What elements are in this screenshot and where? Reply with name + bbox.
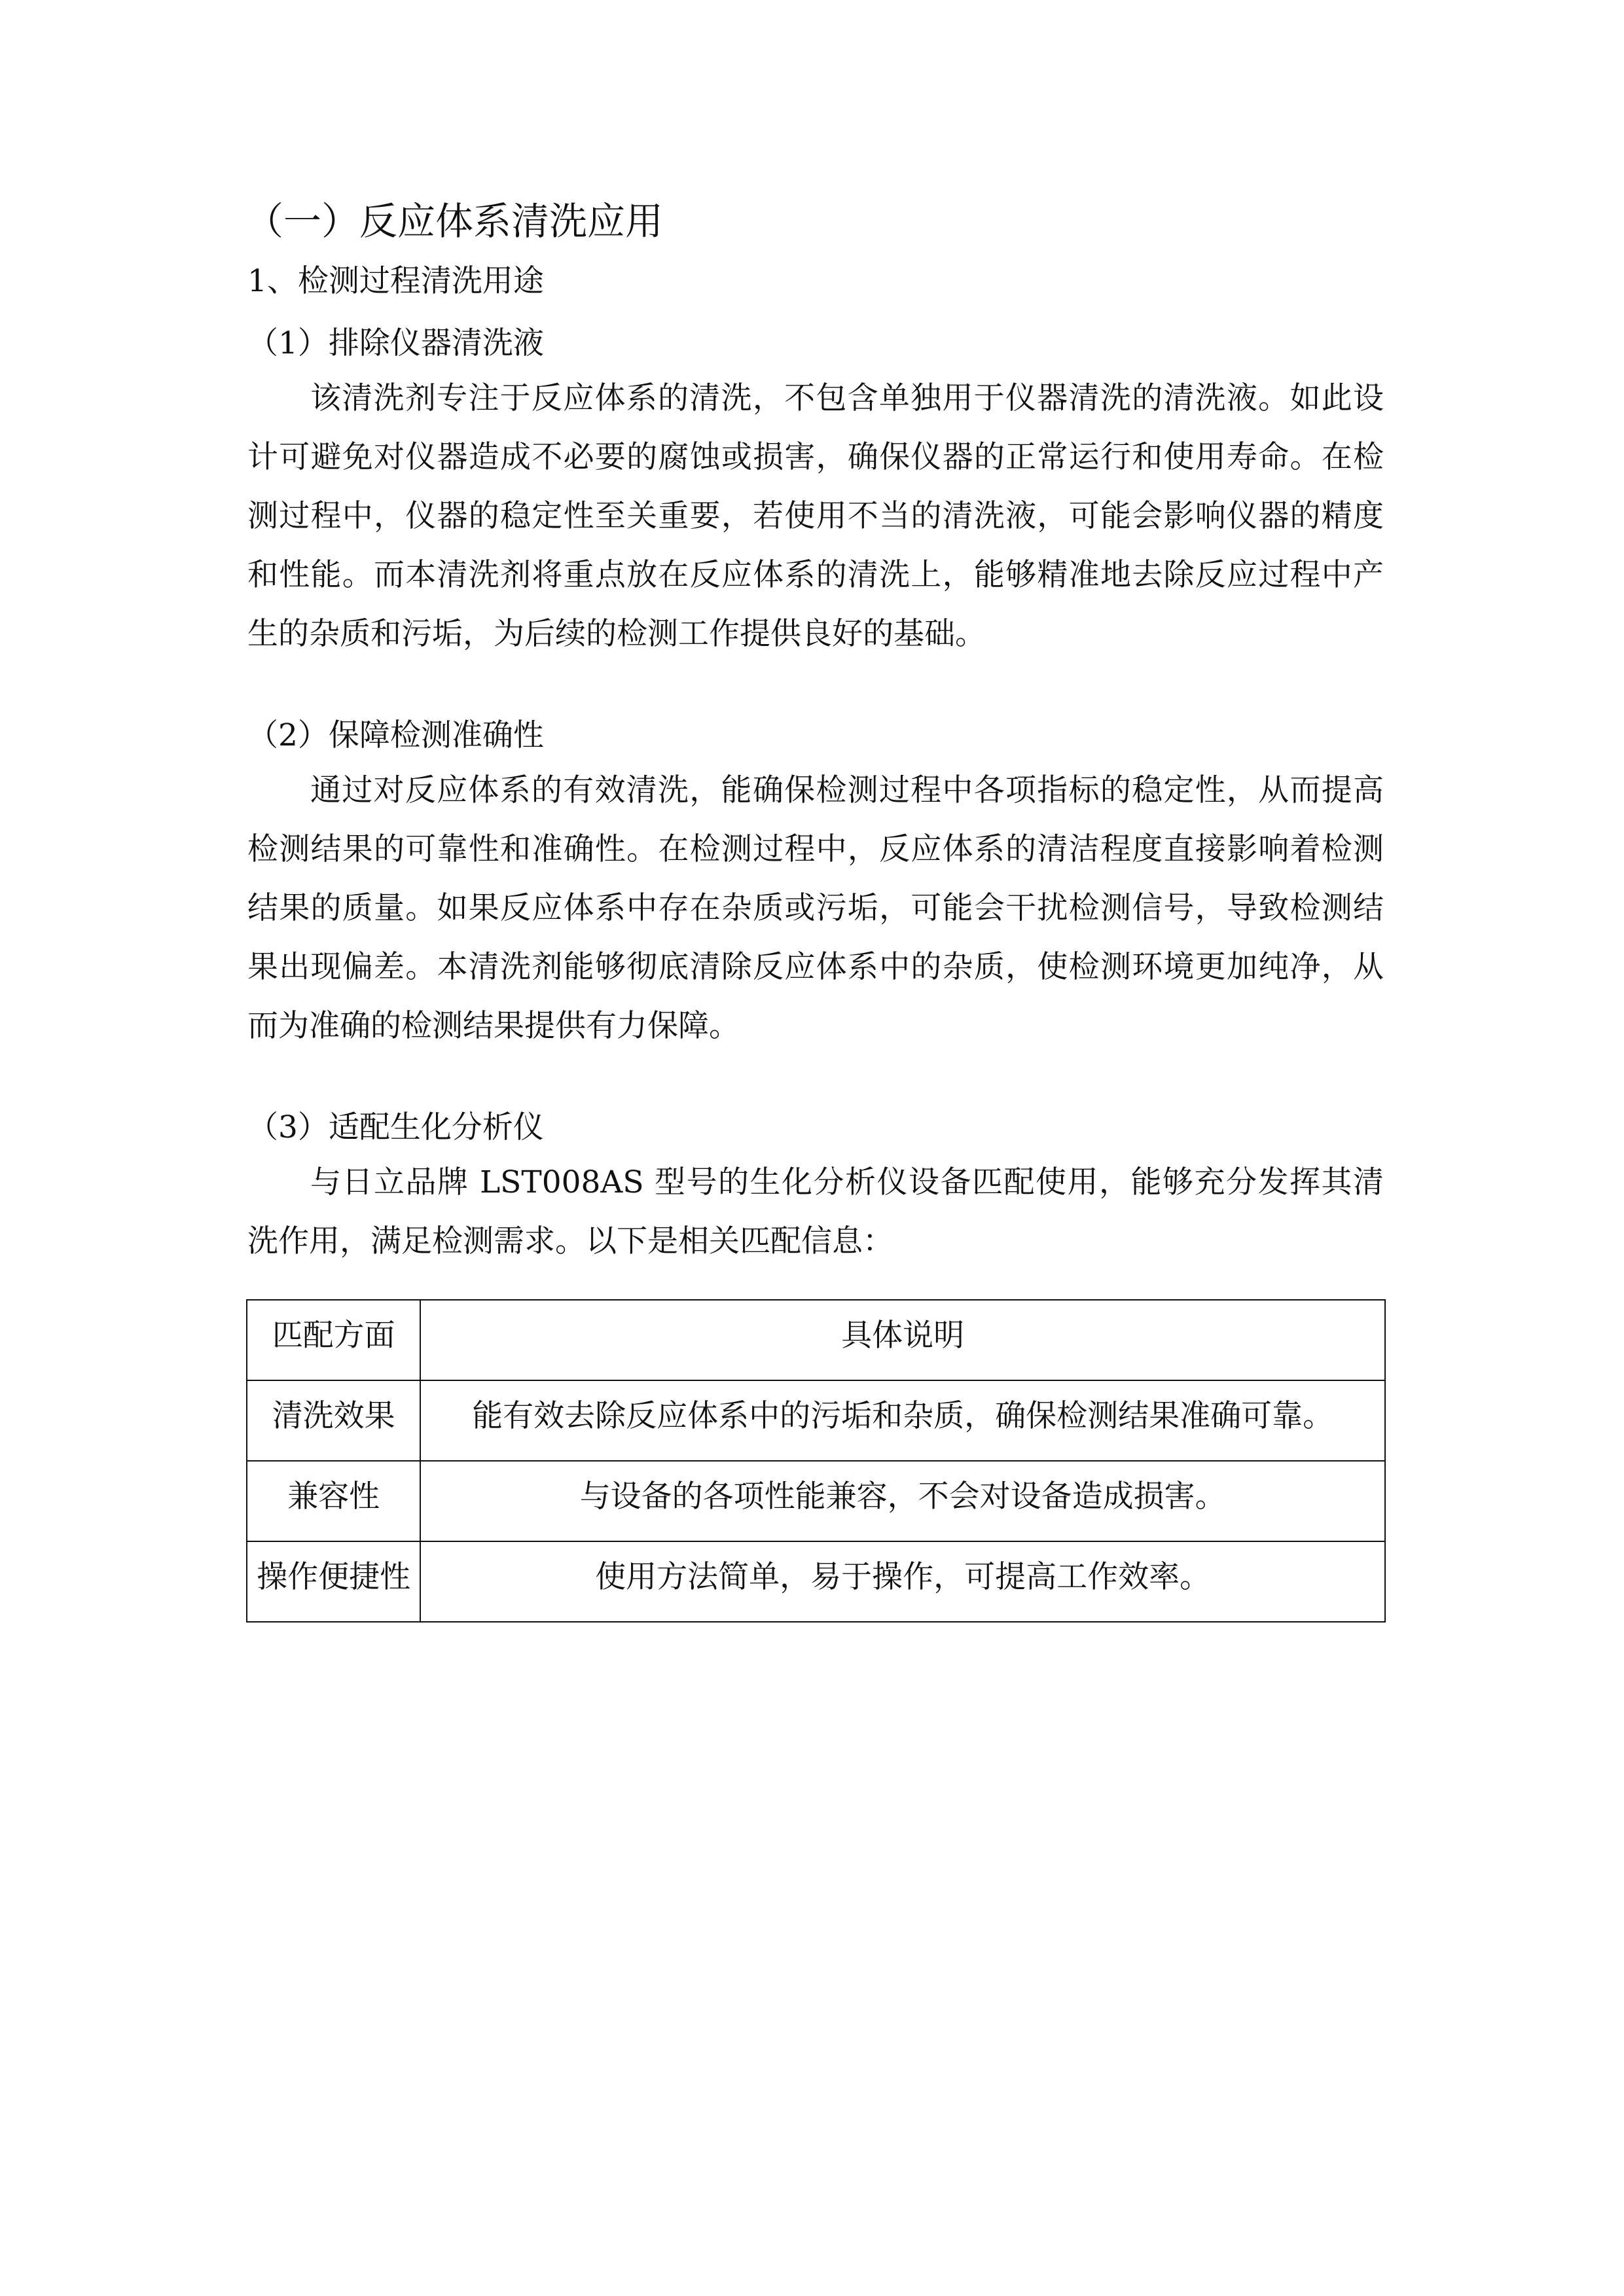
- table-cell: [247, 1461, 420, 1541]
- row-1-description: 能有效去除反应体系中的污垢和杂质，确保检测结果准确可靠。: [472, 1398, 1334, 1434]
- row-3-description: 使用方法简单，易于操作，可提高工作效率。: [595, 1559, 1211, 1595]
- item-1-paragraph: 该清洗剂专注于反应体系的清洗，不包含单独用于仪器清洗的清洗液。如此设计可避免对仪器造成不必要的腐蚀或损害，确保仪器的正常运行和使用寿命。在检测过程中，仪器的稳定性至关重要，若使用不当的清洗液，可能会影响仪器的精度和性能。而本清洗剂将重点放在反应体系的清洗上，能够精准地去除反应过程中产生的杂质和污垢，为后续的检测工作提供良好的基础。: [247, 380, 1384, 652]
- section-title: （一）反应体系清洗应用: [245, 199, 664, 243]
- table-cell: [420, 1541, 1385, 1622]
- table-cell: [247, 1541, 420, 1622]
- item-3-paragraph: 与日立品牌 LST008AS 型号的生化分析仪设备匹配使用，能够充分发挥其清洗作用，满足检测需求。以下是相关匹配信息：: [247, 1164, 1384, 1259]
- table-row: [247, 1541, 1385, 1622]
- subsection-title: 1、检测过程清洗用途: [247, 263, 544, 299]
- header-aspect: 匹配方面: [272, 1318, 395, 1354]
- table-cell: [420, 1380, 1385, 1461]
- row-2-description: 与设备的各项性能兼容，不会对设备造成损害。: [579, 1479, 1226, 1515]
- item-1-heading: （1）排除仪器清洗液: [247, 325, 544, 361]
- table-header-cell: [420, 1300, 1385, 1380]
- table-row: [247, 1380, 1385, 1461]
- row-1-aspect: 清洗效果: [272, 1398, 395, 1434]
- table-cell: [247, 1380, 420, 1461]
- table-header-cell: [247, 1300, 420, 1380]
- header-description: 具体说明: [841, 1318, 965, 1354]
- table-cell: [420, 1461, 1385, 1541]
- item-3-heading: （3）适配生化分析仪: [247, 1109, 544, 1145]
- match-info-table: [246, 1299, 1386, 1623]
- item-2-paragraph: 通过对反应体系的有效清洗，能确保检测过程中各项指标的稳定性，从而提高检测结果的可靠性和准确性。在检测过程中，反应体系的清洁程度直接影响着检测结果的质量。如果反应体系中存在杂质或污垢，可能会干扰检测信号，导致检测结果出现偏差。本清洗剂能够彻底清除反应体系中的杂质，使检测环境更加纯净，从而为准确的检测结果提供有力保障。: [247, 772, 1384, 1044]
- table-header-row: [247, 1300, 1385, 1380]
- row-2-aspect: 兼容性: [287, 1479, 380, 1515]
- item-2-heading: （2）保障检测准确性: [247, 717, 544, 753]
- table-row: [247, 1461, 1385, 1541]
- row-3-aspect: 操作便捷性: [257, 1559, 411, 1595]
